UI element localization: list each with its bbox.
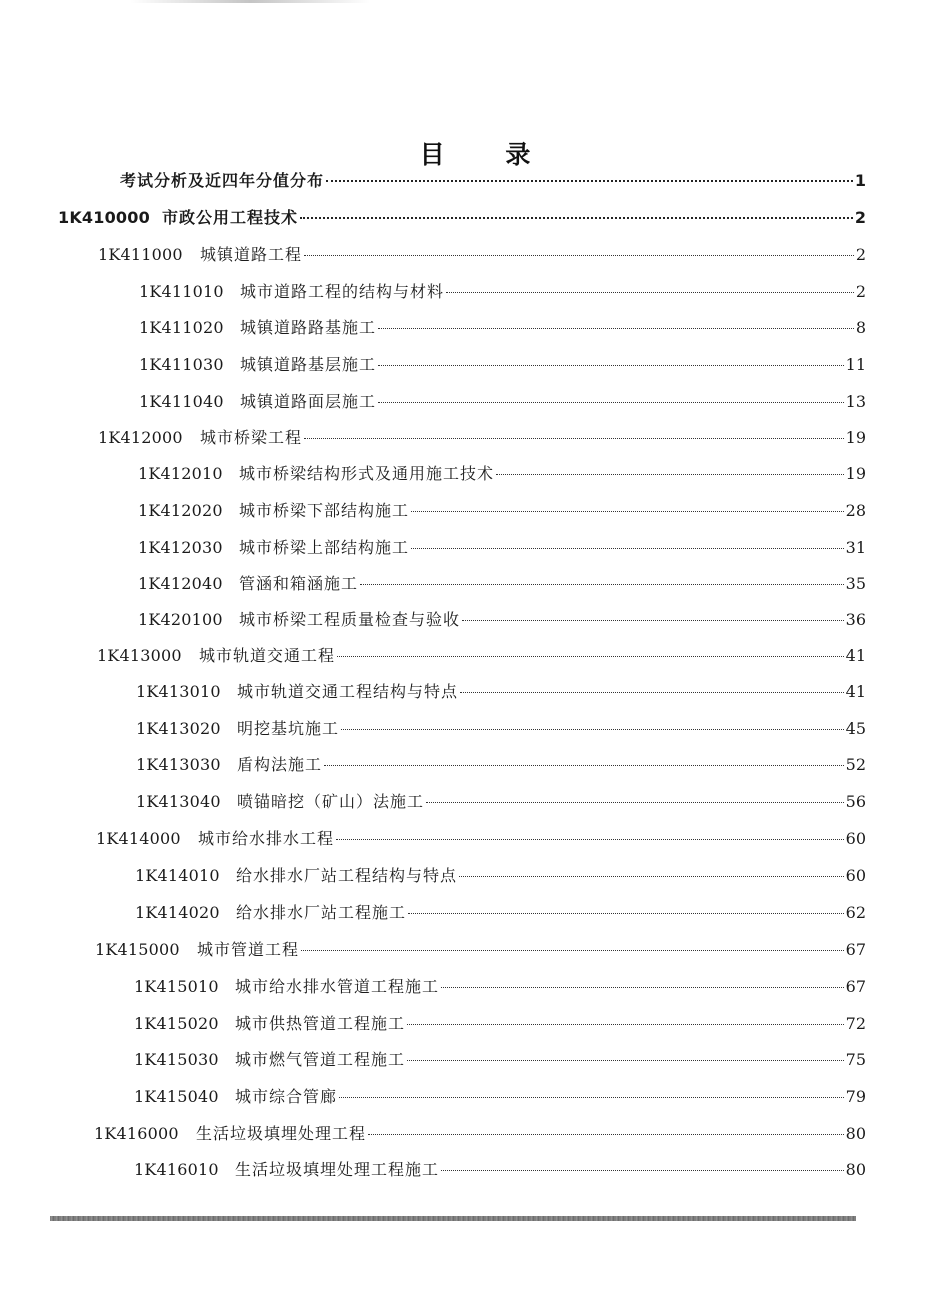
- toc-entry-1k411010[interactable]: [139, 279, 866, 303]
- toc-entry-label: 城市桥梁下部结构施工: [239, 501, 410, 520]
- toc-entry-code: 1K412020: [138, 501, 223, 520]
- toc-entry-code: 1K415040: [134, 1087, 219, 1106]
- toc-entry-label: 生活垃圾填埋处理工程: [196, 1124, 367, 1143]
- toc-entry-code: 1K411010: [139, 282, 224, 301]
- toc-entry-code: 1K413040: [136, 792, 221, 811]
- dot-leader: [408, 913, 844, 914]
- toc-entry-label: 城市道路工程的结构与材料: [240, 282, 445, 301]
- toc-entry-page: 31: [845, 538, 866, 557]
- toc-entry-label: 城市桥梁工程质量检查与验收: [239, 610, 461, 629]
- dot-leader: [304, 255, 854, 256]
- footer-rule: [50, 1216, 856, 1221]
- toc-entry-code: 1K412010: [138, 464, 223, 483]
- dot-leader: [407, 1060, 844, 1061]
- dot-leader: [462, 620, 844, 621]
- toc-entry-label: 城市桥梁上部结构施工: [239, 538, 410, 557]
- toc-entry-1k412000[interactable]: [98, 425, 866, 449]
- toc-entry-1k416000[interactable]: [94, 1121, 866, 1145]
- toc-entry-code: 1K413000: [97, 646, 182, 665]
- toc-entry-page: 35: [845, 574, 866, 593]
- toc-entry-page: 79: [845, 1087, 866, 1106]
- dot-leader: [336, 839, 844, 840]
- dot-leader: [411, 511, 844, 512]
- toc-entry-1k411020[interactable]: [139, 315, 866, 339]
- toc-entry-1k415000[interactable]: [95, 937, 866, 961]
- toc-entry-page: 60: [845, 866, 866, 885]
- dot-leader: [339, 1097, 844, 1098]
- toc-entry-exam-analysis[interactable]: [120, 168, 866, 192]
- toc-entry-label: 生活垃圾填埋处理工程施工: [235, 1160, 440, 1179]
- toc-entry-page: 56: [845, 792, 866, 811]
- toc-entry-code: 1K411020: [139, 318, 224, 337]
- toc-entry-1k413040[interactable]: [136, 789, 866, 813]
- toc-entry-code: 1K412040: [138, 574, 223, 593]
- toc-entry-code: 1K411030: [139, 355, 224, 374]
- toc-entry-label: 城镇道路路基施工: [240, 318, 377, 337]
- toc-entry-1k413000[interactable]: [97, 643, 866, 667]
- toc-entry-page: 2: [855, 282, 866, 301]
- toc-entry-code: 1K411000: [98, 245, 183, 264]
- toc-entry-page: 28: [845, 501, 866, 520]
- toc-entry-code: 1K415030: [134, 1050, 219, 1069]
- toc-entry-1k413030[interactable]: [136, 752, 866, 776]
- toc-entry-code: 1K414010: [135, 866, 220, 885]
- page-title: 目 录: [419, 139, 557, 169]
- toc-entry-page: 45: [845, 719, 866, 738]
- toc-entry-1k411030[interactable]: [139, 352, 866, 376]
- toc-entry-page: 80: [845, 1160, 866, 1179]
- toc-entry-code: 1K414020: [135, 903, 220, 922]
- dot-leader: [378, 365, 844, 366]
- toc-entry-page: 2: [855, 245, 866, 264]
- toc-entry-1k414010[interactable]: [135, 863, 866, 887]
- toc-entry-label: 给水排水厂站工程施工: [236, 903, 407, 922]
- dot-leader: [378, 328, 854, 329]
- toc-entry-code: 1K412000: [98, 428, 183, 447]
- dot-leader: [301, 950, 844, 951]
- toc-entry-page: 19: [845, 464, 866, 483]
- dot-leader: [326, 180, 853, 182]
- toc-entry-label: 城市综合管廊: [235, 1087, 338, 1106]
- toc-entry-label: 城市给水排水工程: [198, 829, 335, 848]
- toc-entry-label: 城市轨道交通工程: [199, 646, 336, 665]
- toc-entry-page: 1: [854, 171, 866, 190]
- toc-entry-page: 80: [845, 1124, 866, 1143]
- toc-entry-1k410000[interactable]: [58, 205, 866, 229]
- dot-leader: [441, 1170, 844, 1171]
- toc-entry-1k412030[interactable]: [138, 535, 866, 559]
- toc-entry-1k411000[interactable]: [98, 242, 866, 266]
- toc-entry-page: 41: [845, 682, 866, 701]
- toc-entry-page: 75: [845, 1050, 866, 1069]
- toc-entry-code: 1K420100: [138, 610, 223, 629]
- toc-entry-page: 8: [855, 318, 866, 337]
- toc-entry-page: 67: [845, 977, 866, 996]
- toc-entry-page: 19: [845, 428, 866, 447]
- toc-entry-code: 1K415010: [134, 977, 219, 996]
- dot-leader: [337, 656, 844, 657]
- toc-entry-1k415020[interactable]: [134, 1011, 866, 1035]
- toc-entry-code: 1K412030: [138, 538, 223, 557]
- toc-entry-code: 1K416010: [134, 1160, 219, 1179]
- toc-entry-1k413010[interactable]: [136, 679, 866, 703]
- dot-leader: [459, 876, 844, 877]
- toc-entry-1k412040[interactable]: [138, 571, 866, 595]
- dot-leader: [341, 729, 844, 730]
- toc-entry-page: 62: [845, 903, 866, 922]
- toc-entry-label: 城市燃气管道工程施工: [235, 1050, 406, 1069]
- toc-entry-code: 1K415020: [134, 1014, 219, 1033]
- toc-entry-label: 城市轨道交通工程结构与特点: [237, 682, 459, 701]
- toc-entry-label: 城镇道路工程: [200, 245, 303, 264]
- dot-leader: [460, 692, 844, 693]
- toc-entry-label: 给水排水厂站工程结构与特点: [236, 866, 458, 885]
- toc-entry-page: 72: [845, 1014, 866, 1033]
- toc-entry-label: 城市管道工程: [197, 940, 300, 959]
- toc-entry-1k412010[interactable]: [138, 461, 866, 485]
- dot-leader: [304, 438, 844, 439]
- toc-entry-code: 1K410000: [58, 208, 150, 227]
- toc-entry-code: 1K414000: [96, 829, 181, 848]
- toc-entry-label: 城市桥梁工程: [200, 428, 303, 447]
- toc-entry-1k415030[interactable]: [134, 1047, 866, 1071]
- toc-entry-label: 盾构法施工: [237, 755, 323, 774]
- toc-entry-label: 管涵和箱涵施工: [239, 574, 359, 593]
- toc-entry-code: 1K413030: [136, 755, 221, 774]
- toc-entry-code: 1K411040: [139, 392, 224, 411]
- toc-entry-page: 41: [845, 646, 866, 665]
- toc-entry-1k412020[interactable]: [138, 498, 866, 522]
- toc-entry-page: 60: [845, 829, 866, 848]
- toc-entry-code: 1K413020: [136, 719, 221, 738]
- toc-entry-1k413020[interactable]: [136, 716, 866, 740]
- dot-leader: [360, 584, 844, 585]
- toc-entry-page: 52: [845, 755, 866, 774]
- dot-leader: [496, 474, 844, 475]
- toc-entry-label: 喷锚暗挖（矿山）法施工: [237, 792, 425, 811]
- toc-entry-code: 1K416000: [94, 1124, 179, 1143]
- toc-entry-label: 城市供热管道工程施工: [235, 1014, 406, 1033]
- toc-entry-label: 市政公用工程技术: [162, 208, 299, 227]
- toc-entry-page: 36: [845, 610, 866, 629]
- toc-entry-label: 城镇道路面层施工: [240, 392, 377, 411]
- toc-entry-1k416010[interactable]: [134, 1157, 866, 1181]
- dot-leader: [411, 548, 844, 549]
- toc-entry-page: 2: [854, 208, 866, 227]
- toc-entry-page: 11: [845, 355, 866, 374]
- dot-leader: [378, 402, 844, 403]
- toc-entry-1k411040[interactable]: [139, 389, 866, 413]
- toc-entry-label: 城市桥梁结构形式及通用施工技术: [239, 464, 495, 483]
- dot-leader: [446, 292, 854, 293]
- toc-entry-label: 城镇道路基层施工: [240, 355, 377, 374]
- dot-leader: [407, 1024, 844, 1025]
- toc-entry-1k415040[interactable]: [134, 1084, 866, 1108]
- dot-leader: [368, 1134, 844, 1135]
- toc-entry-1k415010[interactable]: [134, 974, 866, 998]
- toc-entry-code: 1K415000: [95, 940, 180, 959]
- toc-entry-1k414000[interactable]: [96, 826, 866, 850]
- toc-entry-page: 13: [845, 392, 866, 411]
- toc-entry-page: 67: [845, 940, 866, 959]
- dot-leader: [300, 217, 853, 219]
- toc-entry-label: 考试分析及近四年分值分布: [120, 171, 325, 190]
- toc-entry-label: 城市给水排水管道工程施工: [235, 977, 440, 996]
- dot-leader: [324, 765, 844, 766]
- toc-entry-1k420100[interactable]: [138, 607, 866, 631]
- toc-entry-code: 1K413010: [136, 682, 221, 701]
- toc-entry-1k414020[interactable]: [135, 900, 866, 924]
- dot-leader: [441, 987, 844, 988]
- toc-entry-label: 明挖基坑施工: [237, 719, 340, 738]
- dot-leader: [426, 802, 844, 803]
